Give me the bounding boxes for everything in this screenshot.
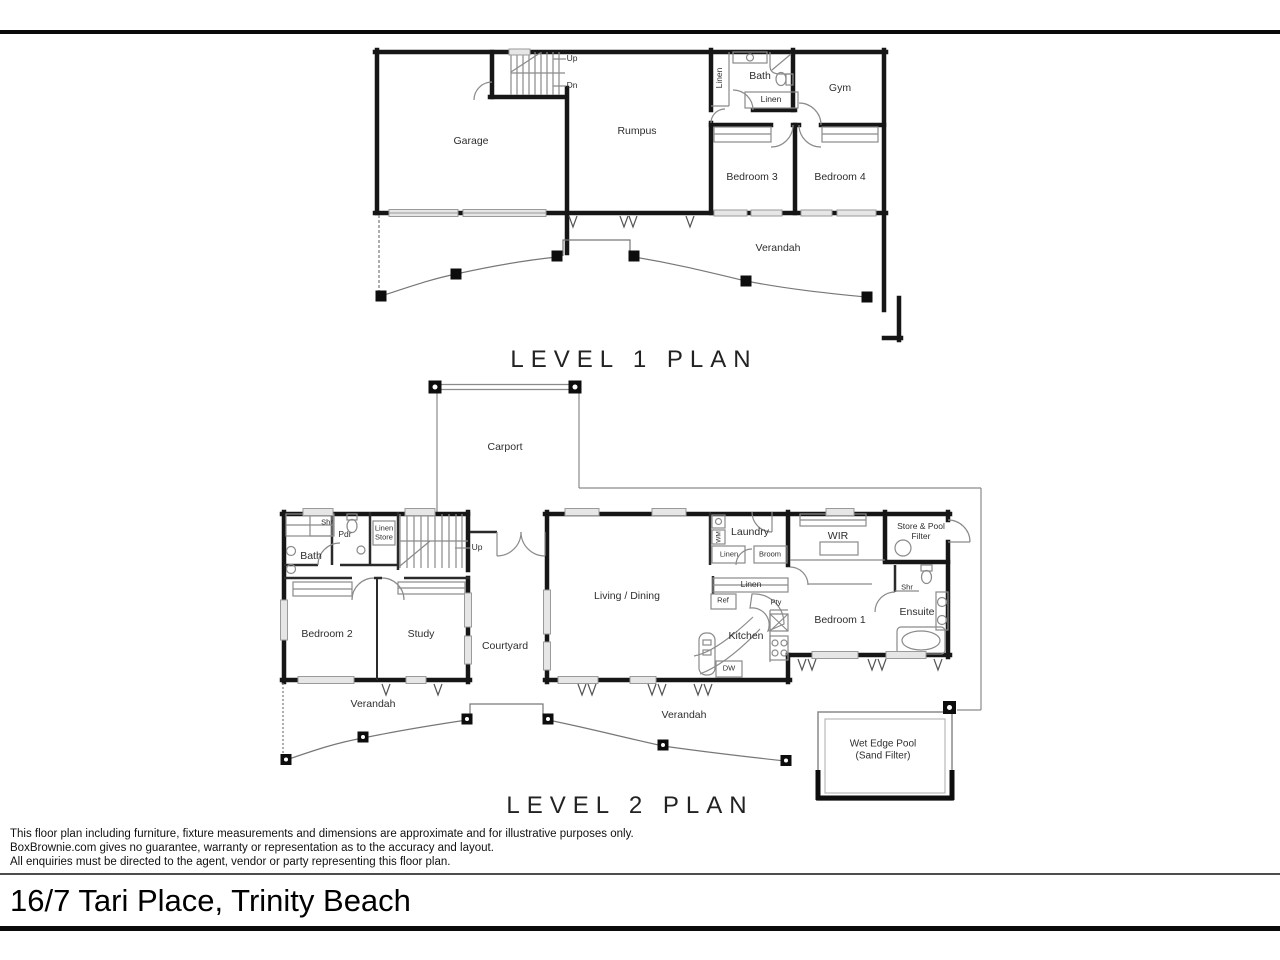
area-label-courtyard: Courtyard — [481, 639, 529, 652]
pool-label-line1: Wet Edge Pool — [849, 738, 917, 750]
disclaimer-line-3: All enquiries must be directed to the agent, vendor or party representing this floor plan. — [10, 856, 451, 868]
level2-stairs — [400, 514, 470, 568]
pool-label-line2: (Sand Filter) — [855, 750, 911, 761]
level1-stairs — [511, 52, 566, 95]
level2-plan-title: LEVEL 2 PLAN — [506, 792, 754, 819]
stair-label-dn-l1: Dn — [566, 80, 578, 91]
level1-verandah-lines — [379, 215, 866, 297]
room-label-study: Study — [407, 627, 435, 640]
room-label-pdr: Pdr — [338, 529, 352, 540]
bottom-rule-bar — [0, 926, 1280, 931]
room-label-bedroom3: Bedroom 3 — [726, 170, 778, 183]
room-label-ensuite: Ensuite — [899, 605, 935, 618]
fixture-label-pty: Pty — [770, 597, 782, 607]
area-label-verandah-left: Verandah — [350, 697, 396, 710]
area-label-carport: Carport — [487, 440, 523, 453]
room-label-garage: Garage — [453, 134, 489, 147]
area-label-verandah-l1: Verandah — [755, 241, 801, 254]
room-label-gym: Gym — [828, 81, 852, 94]
fixture-label-shr-ensuite: Shr — [901, 582, 913, 592]
room-label-wir: WIR — [827, 529, 849, 542]
closet-label-linen-hall: Linen — [760, 94, 782, 105]
closet-label-linen-store: Linen Store — [374, 523, 394, 541]
stair-label-up-l2: Up — [471, 542, 483, 553]
closet-label-linen-laundry: Linen — [719, 549, 739, 559]
room-label-bedroom2: Bedroom 2 — [301, 627, 353, 640]
room-label-store-pool-filter: Store & Pool Filter — [897, 521, 945, 541]
disclaimer-line-2: BoxBrownie.com gives no guarantee, warranty or representation as to the accuracy and layout. — [10, 842, 494, 854]
level1-plan-title: LEVEL 1 PLAN — [510, 346, 758, 373]
room-label-living-dining: Living / Dining — [594, 589, 660, 602]
fixture-label-dw: DW — [722, 663, 736, 673]
disclaimer-text — [10, 827, 634, 869]
room-label-bath-l1: Bath — [749, 69, 771, 82]
property-address-title: 16/7 Tari Place, Trinity Beach — [10, 883, 411, 918]
closet-label-linen-kitchen: Linen — [740, 579, 762, 590]
room-label-laundry: Laundry — [731, 525, 769, 538]
room-label-bedroom1: Bedroom 1 — [814, 613, 866, 626]
room-label-kitchen: Kitchen — [728, 629, 764, 642]
fixture-label-wm: WM — [714, 531, 722, 543]
footer-divider-line — [0, 873, 1280, 875]
room-label-rumpus: Rumpus — [617, 124, 657, 137]
room-label-bedroom4: Bedroom 4 — [814, 170, 866, 183]
disclaimer-line-1: This floor plan including furniture, fixture measurements and dimensions are approximate and for illustrative purposes only. — [10, 828, 634, 840]
fixture-label-shr-bath: Shr — [321, 517, 333, 527]
closet-label-broom: Broom — [758, 549, 782, 559]
room-label-bath-l2: Bath — [300, 549, 322, 562]
fixture-label-ref: Ref — [717, 595, 729, 605]
area-label-pool — [828, 739, 938, 762]
level2-verandah-lines — [283, 683, 785, 761]
area-label-verandah-right: Verandah — [661, 708, 707, 721]
level1-walls — [375, 50, 901, 340]
closet-label-linen-tall: Linen — [714, 67, 725, 89]
stair-label-up-l1: Up — [566, 53, 578, 64]
level1-posts — [376, 251, 873, 303]
